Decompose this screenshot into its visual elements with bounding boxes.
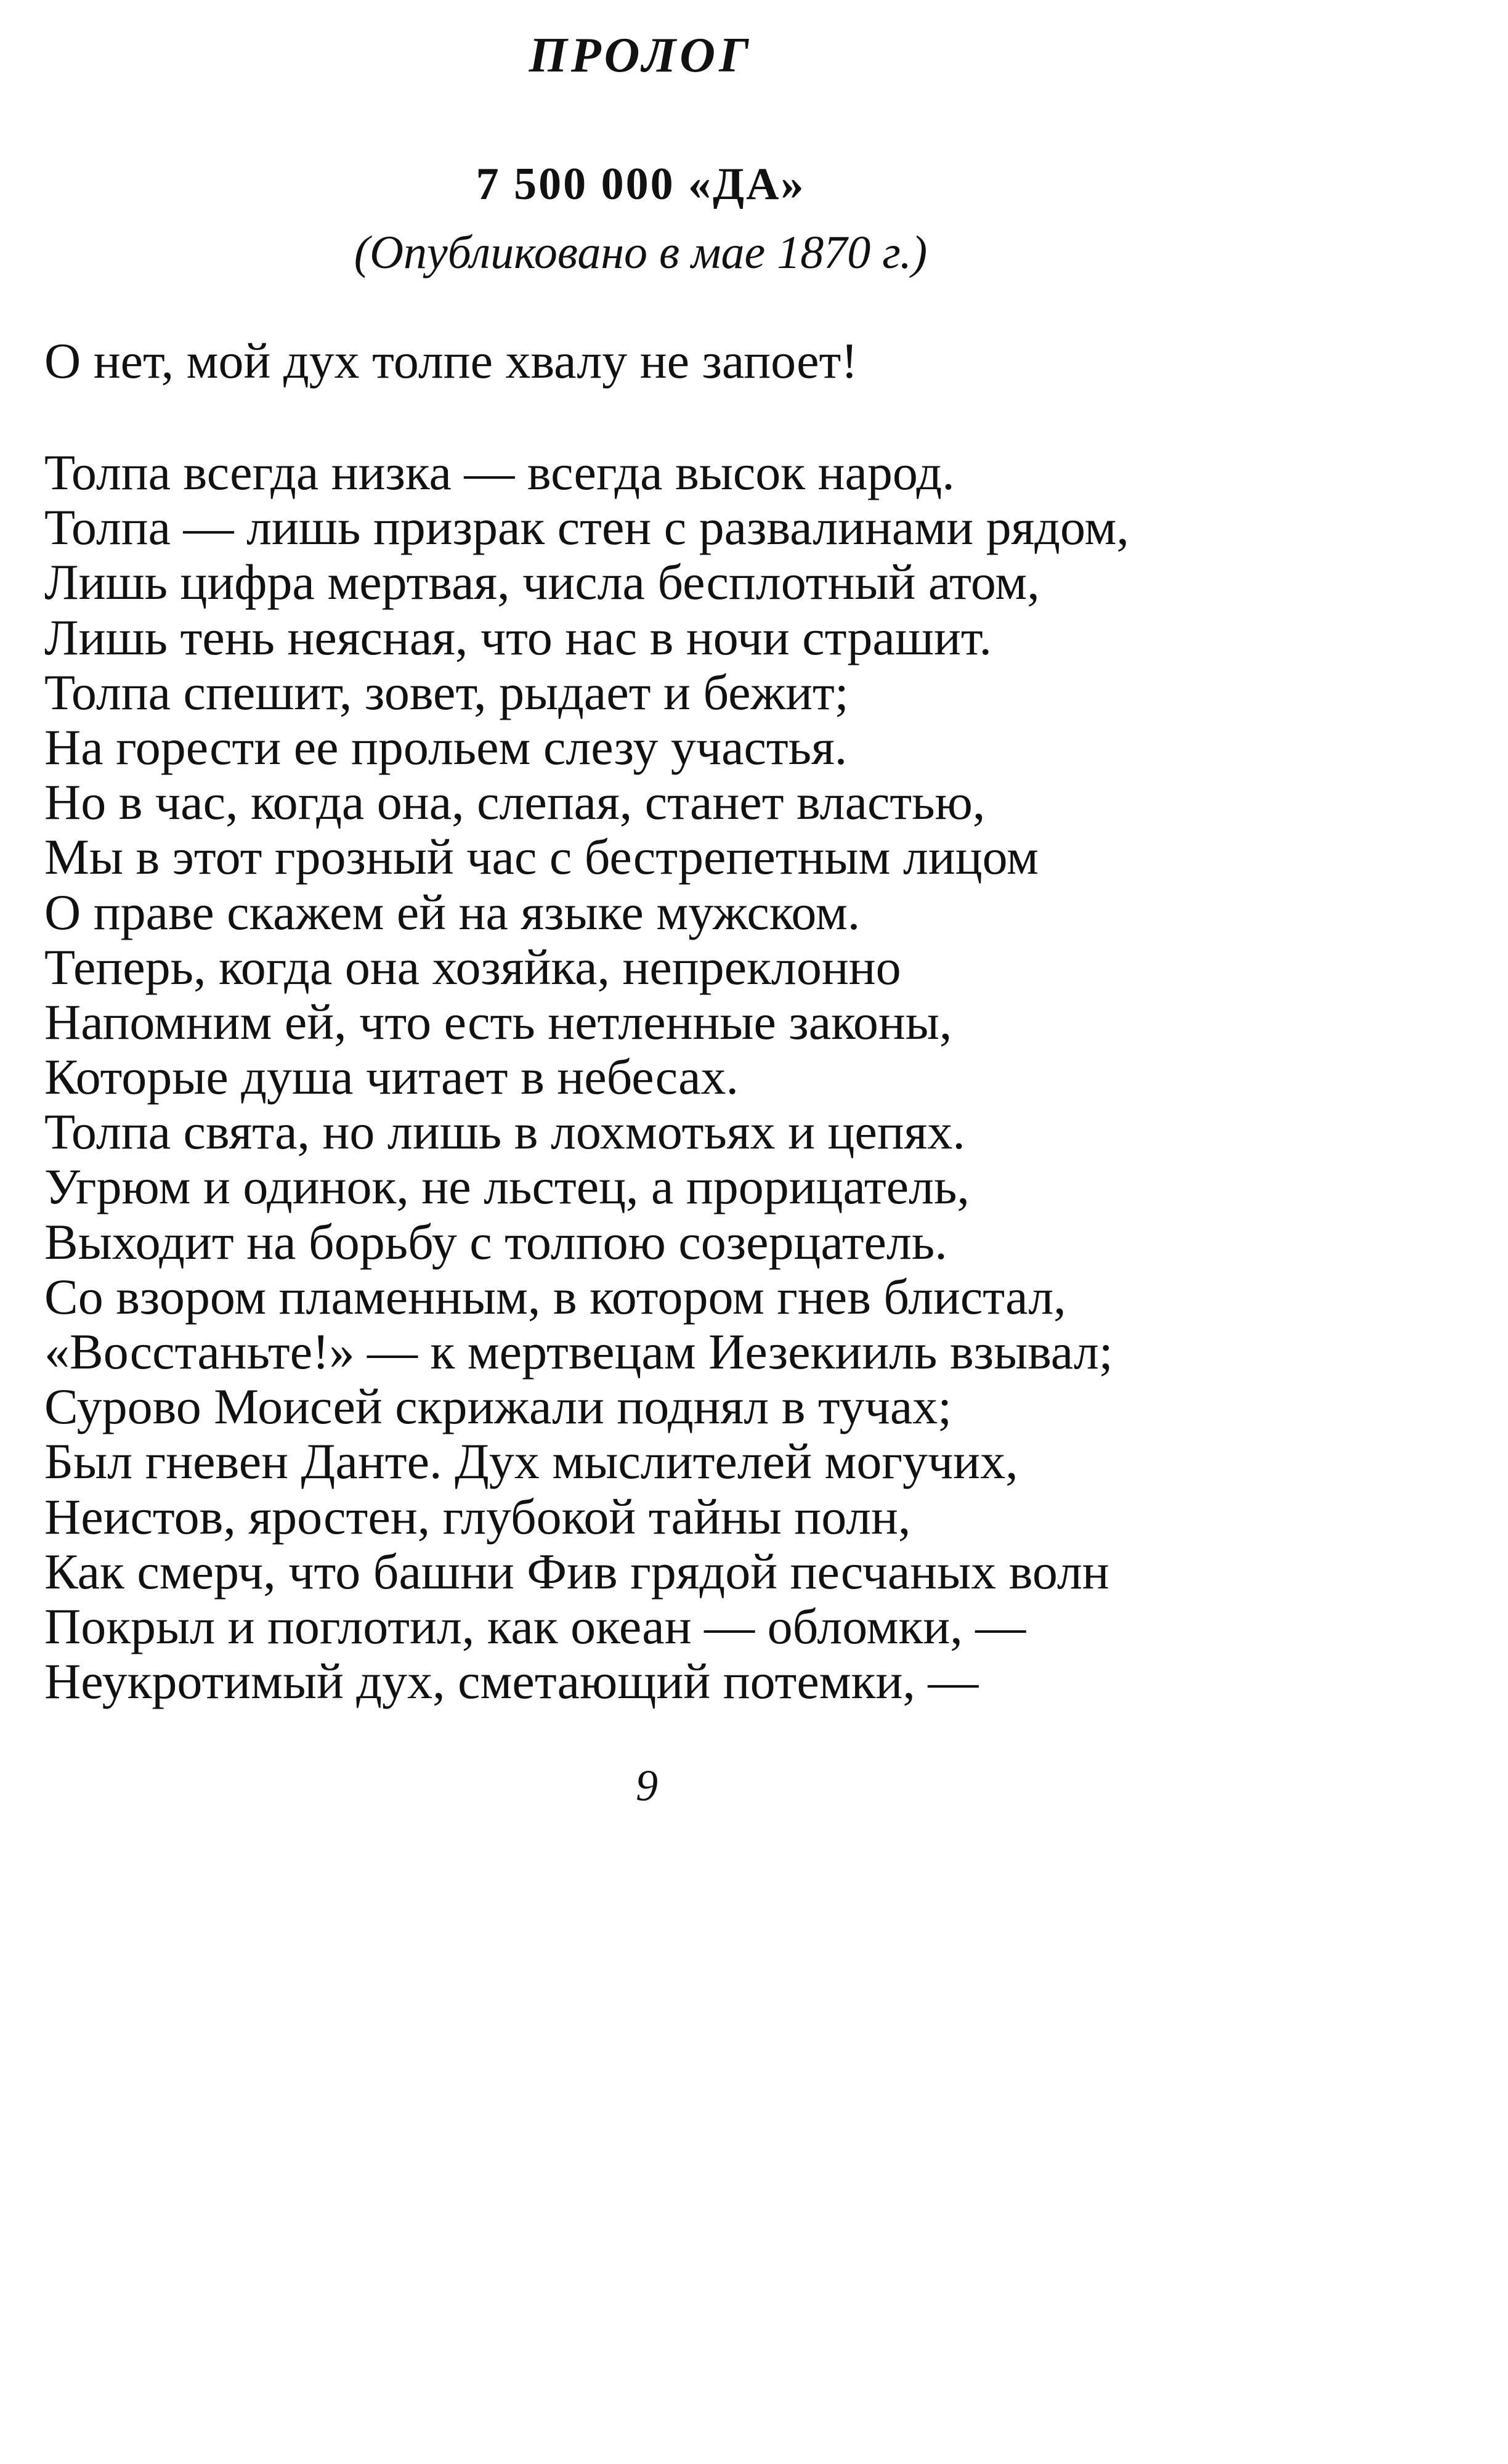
opening-line: О нет, мой дух толпе хвалу не запоет! xyxy=(44,333,858,389)
page-number: 9 xyxy=(636,1761,658,1810)
poem-line: Толпа спешит, зовет, рыдает и бежит; xyxy=(44,664,849,720)
poem-line: «Восстаньте!» — к мертвецам Иезекииль взывал; xyxy=(44,1323,1113,1380)
section-title: ПРОЛОГ xyxy=(529,28,753,83)
poem-line: Которые душа читает в небесах. xyxy=(44,1049,739,1105)
poem-line: Со взором пламенным, в котором гнев блистал, xyxy=(44,1268,1066,1325)
poem-line: Покрыл и поглотил, как океан — обломки, — xyxy=(44,1598,1026,1654)
poem-line: Неукротимый дух, сметающий потемки, — xyxy=(44,1653,979,1710)
poem-line: О праве скажем ей на языке мужском. xyxy=(44,884,861,940)
poem-line: Как смерч, что башни Фив грядой песчаных волн xyxy=(44,1543,1109,1600)
poem-stanza xyxy=(44,445,1129,1709)
poem-line: Угрюм и одинок, не льстец, а прорицатель, xyxy=(44,1158,970,1215)
poem-line: Выходит на борьбу с толпою созерцатель. xyxy=(44,1213,947,1270)
poem-line: Напомним ей, что есть нетленные законы, xyxy=(44,993,952,1050)
poem-title: 7 500 000 «ДА» xyxy=(476,159,806,209)
poem-line: Мы в этот грозный час с бестрепетным лицом xyxy=(44,829,1039,885)
poem-line: Толпа свята, но лишь в лохмотьях и цепях. xyxy=(44,1104,965,1160)
poem-line: Толпа всегда низка — всегда высок народ. xyxy=(44,444,955,500)
poem-line: Неистов, яростен, глубокой тайны полн, xyxy=(44,1488,911,1545)
poem-subtitle: (Опубликовано в мае 1870 г.) xyxy=(354,227,928,279)
poem-line: Лишь цифра мертвая, числа бесплотный атом, xyxy=(44,554,1040,611)
poem-line: Теперь, когда она хозяйка, непреклонно xyxy=(44,938,901,995)
poem-line: Лишь тень неясная, что нас в ночи страшит. xyxy=(44,609,992,665)
poem-line: Был гневен Данте. Дух мыслителей могучих, xyxy=(44,1433,1018,1490)
poem-line: Но в час, когда она, слепая, станет властью, xyxy=(44,774,986,831)
poem-line: На горести ее прольем слезу участья. xyxy=(44,718,848,775)
poem-line: Толпа — лишь призрак стен с развалинами рядом, xyxy=(44,499,1129,556)
poem-line: Сурово Моисей скрижали поднял в тучах; xyxy=(44,1378,952,1435)
